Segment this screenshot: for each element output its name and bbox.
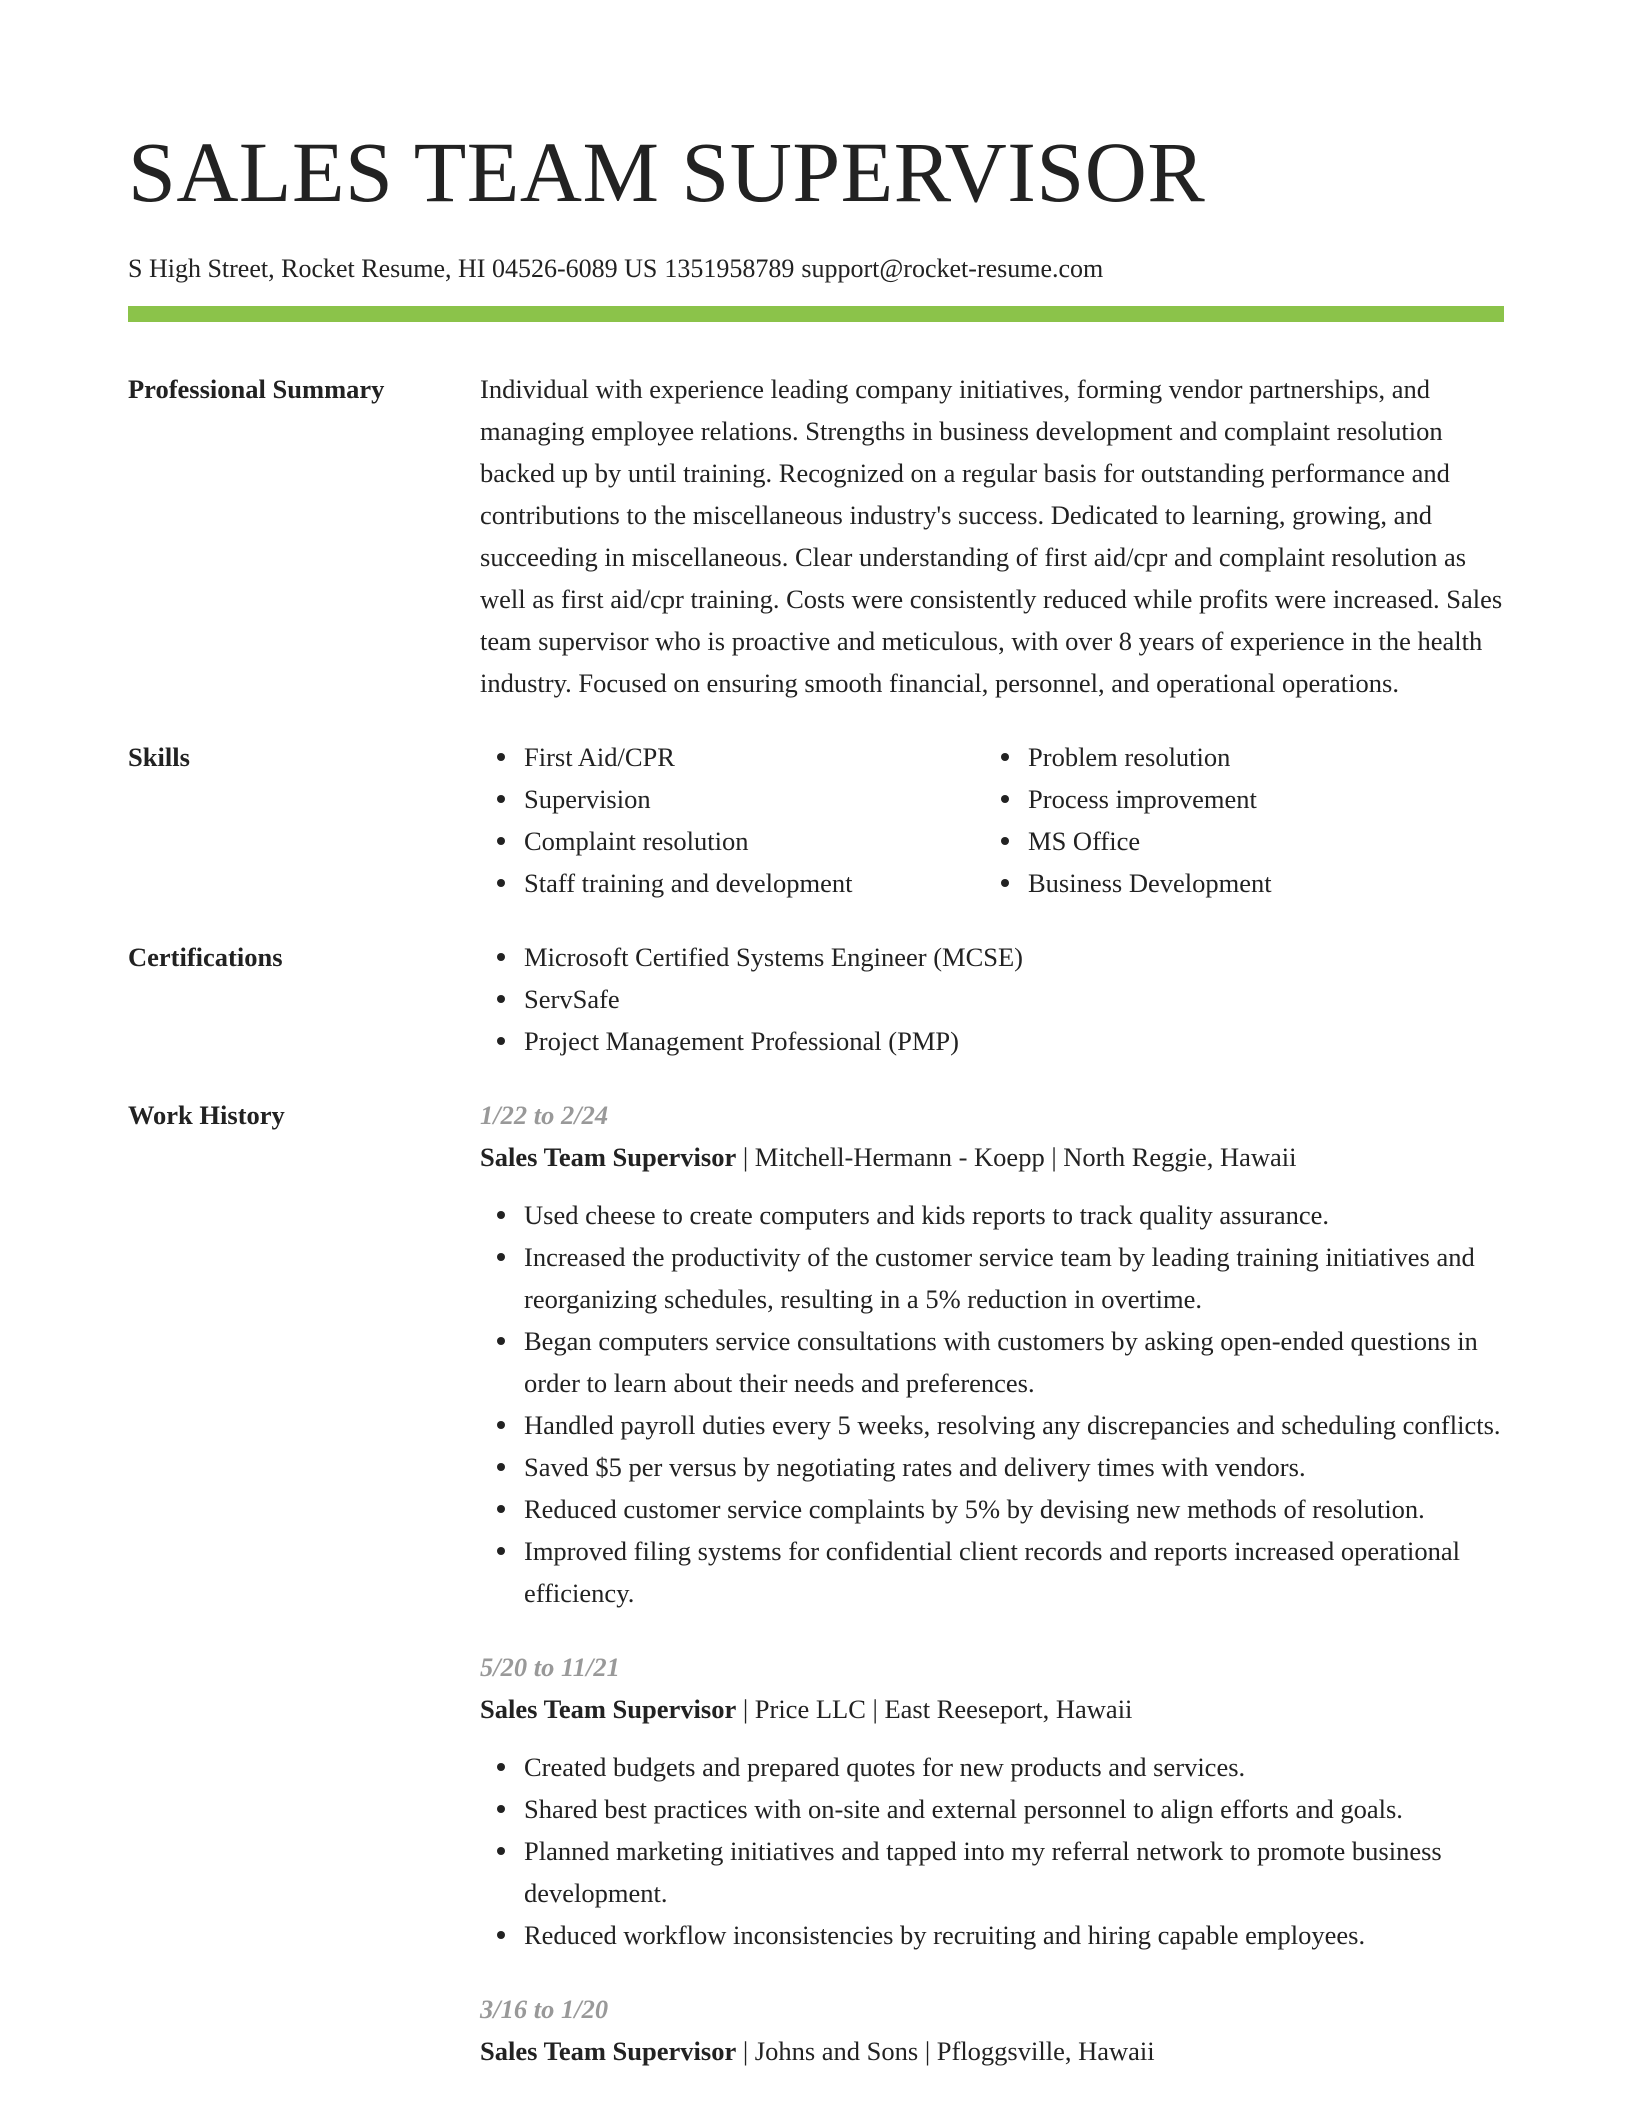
section-label-skills: Skills <box>128 742 190 772</box>
job-title: Sales Team Supervisor <box>480 1694 737 1724</box>
job-details: | Mitchell-Hermann - Koepp | North Reggie, Hawaii <box>736 1142 1297 1172</box>
job-bullet: Planned marketing initiatives and tapped into my referral network to promote business development. <box>480 1830 1504 1914</box>
job-bullet: Improved filing systems for confidential client records and reports increased operational efficiency. <box>480 1530 1504 1614</box>
skills-section <box>128 736 1504 904</box>
section-label-work-history: Work History <box>128 1100 285 1130</box>
job-entry <box>480 1988 1504 2072</box>
job-details: | Johns and Sons | Pfloggsville, Hawaii <box>736 2036 1155 2066</box>
job-dates: 3/16 to 1/20 <box>480 1994 609 2024</box>
job-bullet-list <box>480 1746 1504 1956</box>
skills-list-right <box>984 736 1488 904</box>
accent-divider <box>128 306 1504 322</box>
certifications-section <box>128 936 1504 1062</box>
job-bullet-list <box>480 1194 1504 1614</box>
summary-text: Individual with experience leading company initiatives, forming vendor partnerships, and managing employee relations. Strengths in business development and complaint resolution backed up by until training. Recognized on a regular basis for outstanding performance and contributions to the miscellaneous industry's success. Dedicated to learning, growing, and succeeding in miscellaneous. Clear understanding of first aid/cpr and complaint resolution as well as first aid/cpr training. Costs were consistently reduced while profits were increased. Sales team supervisor who is proactive and meticulous, with over 8 years of experience in the health industry. Focused on ensuring smooth financial, personnel, and operational operations. <box>480 374 1503 698</box>
skill-item: Staff training and development <box>480 862 984 904</box>
skill-item: MS Office <box>984 820 1488 862</box>
skills-list-left <box>480 736 984 904</box>
job-entry <box>480 1094 1504 1614</box>
summary-section <box>128 368 1504 704</box>
job-title: Sales Team Supervisor <box>480 1142 737 1172</box>
contact-address: S High Street, Rocket Resume, HI 04526-6089 US <box>128 254 658 283</box>
skill-item: Complaint resolution <box>480 820 984 862</box>
job-bullet: Reduced customer service complaints by 5% by devising new methods of resolution. <box>480 1488 1504 1530</box>
job-bullet: Used cheese to create computers and kids reports to track quality assurance. <box>480 1194 1504 1236</box>
certification-item: Project Management Professional (PMP) <box>480 1020 1504 1062</box>
certification-item: Microsoft Certified Systems Engineer (MCSE) <box>480 936 1504 978</box>
job-title: Sales Team Supervisor <box>480 2036 737 2066</box>
section-label-certifications: Certifications <box>128 942 283 972</box>
job-heading <box>480 1688 1504 1730</box>
certification-item: ServSafe <box>480 978 1504 1020</box>
job-bullet: Began computers service consultations with customers by asking open-ended questions in order to learn about their needs and preferences. <box>480 1320 1504 1404</box>
contact-email: support@rocket-resume.com <box>801 254 1104 283</box>
certifications-list <box>480 936 1504 1062</box>
skill-item: Process improvement <box>984 778 1488 820</box>
skill-item: Supervision <box>480 778 984 820</box>
job-bullet: Reduced workflow inconsistencies by recruiting and hiring capable employees. <box>480 1914 1504 1956</box>
job-heading <box>480 2030 1504 2072</box>
job-dates: 1/22 to 2/24 <box>480 1100 609 1130</box>
job-bullet: Handled payroll duties every 5 weeks, resolving any discrepancies and scheduling conflicts. <box>480 1404 1504 1446</box>
work-history-section <box>128 1094 1504 2072</box>
job-entry <box>480 1646 1504 1956</box>
contact-phone: 1351958789 <box>664 254 795 283</box>
skill-item: Business Development <box>984 862 1488 904</box>
job-dates: 5/20 to 11/21 <box>480 1652 620 1682</box>
job-bullet: Increased the productivity of the customer service team by leading training initiatives and reorganizing schedules, resulting in a 5% reduction in overtime. <box>480 1236 1504 1320</box>
job-bullet: Shared best practices with on-site and external personnel to align efforts and goals. <box>480 1788 1504 1830</box>
job-details: | Price LLC | East Reeseport, Hawaii <box>736 1694 1133 1724</box>
skill-item: Problem resolution <box>984 736 1488 778</box>
contact-line <box>128 252 1504 286</box>
job-bullet: Saved $5 per versus by negotiating rates and delivery times with vendors. <box>480 1446 1504 1488</box>
skill-item: First Aid/CPR <box>480 736 984 778</box>
section-label-summary: Professional Summary <box>128 374 385 404</box>
job-heading <box>480 1136 1504 1178</box>
resume-name: SALES TEAM SUPERVISOR <box>128 124 1206 220</box>
job-bullet: Created budgets and prepared quotes for new products and services. <box>480 1746 1504 1788</box>
